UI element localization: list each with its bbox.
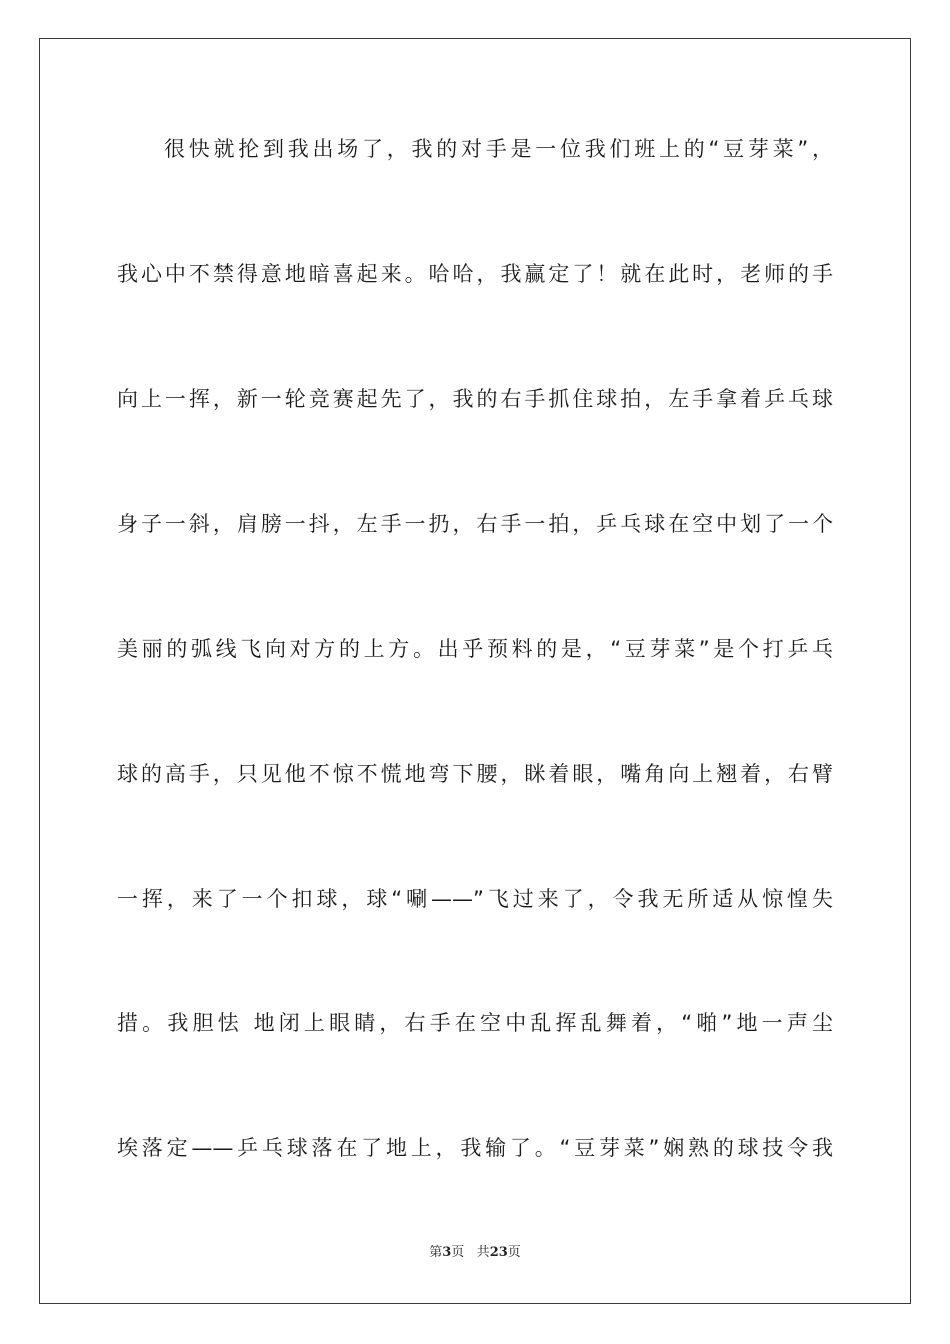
body-line-8: 措。我胆怯 地闭上眼睛，右手在空中乱挥乱舞着，“啪”地一声尘 — [117, 1011, 833, 1035]
total-pages: 23 — [489, 1245, 508, 1260]
body-line-6: 球的高手，只见他不惊不慌地弯下腰，眯着眼，嘴角向上翘着，右臂 — [117, 762, 833, 786]
body-line-2: 我心中不禁得意地暗喜起来。哈哈，我赢定了！就在此时，老师的手 — [117, 262, 833, 286]
body-line-9: 埃落定——乒乓球落在了地上，我输了。“豆芽菜”娴熟的球技令我 — [117, 1136, 833, 1160]
body-line-3: 向上一挥，新一轮竞赛起先了，我的右手抓住球拍，左手拿着乒乓球 — [117, 387, 833, 411]
body-line-7: 一挥，来了一个扣球，球“唰——”飞过来了，令我无所适从惊惶失 — [117, 887, 833, 911]
body-line-4: 身子一斜，肩膀一抖，左手一扔，右手一拍，乒乓球在空中划了一个 — [117, 512, 833, 536]
page-footer — [0, 1244, 950, 1262]
body-line-5: 美丽的弧线飞向对方的上方。出乎预料的是，“豆芽菜”是个打乒乓 — [117, 637, 833, 661]
page-border — [39, 38, 911, 1304]
page-suffix: 页 — [451, 1245, 465, 1260]
page-prefix: 第 — [429, 1245, 443, 1260]
body-line-1: 很快就抡到我出场了，我的对手是一位我们班上的“豆芽菜”， — [164, 137, 833, 161]
total-prefix: 共 — [476, 1245, 490, 1260]
page-number: 3 — [442, 1245, 452, 1260]
total-suffix: 页 — [507, 1245, 521, 1260]
